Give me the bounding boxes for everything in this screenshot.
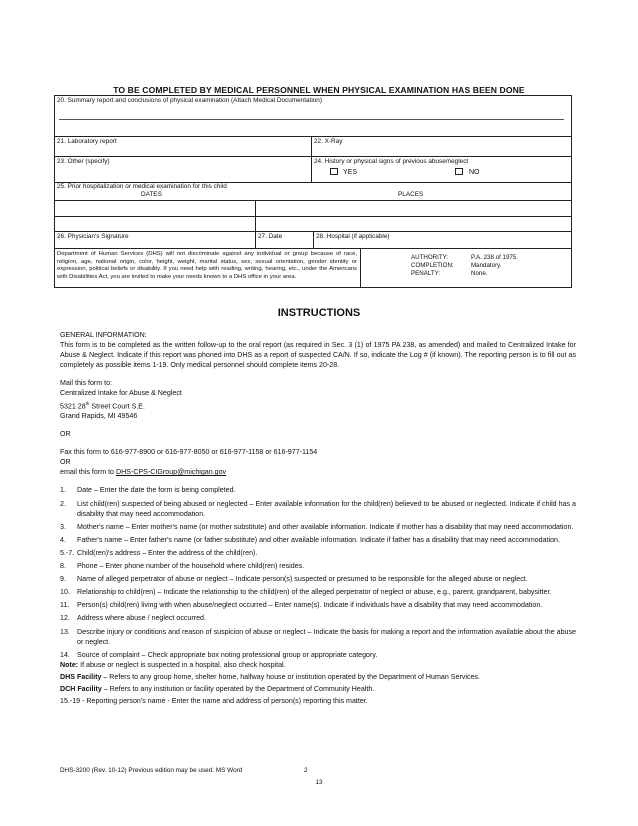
authority-block <box>411 254 518 277</box>
instruction-item <box>60 522 576 532</box>
email-line <box>60 467 576 477</box>
general-label: GENERAL INFORMATION: <box>60 331 147 339</box>
instruction-item <box>60 499 576 519</box>
field-21-label: 21. Laboratory report <box>57 138 117 145</box>
instruction-item-number: 10. <box>60 588 70 597</box>
address-line-2 <box>60 399 576 411</box>
authority-value: P.A. 238 of 1975. <box>471 254 519 261</box>
penalty-label: PENALTY: <box>411 269 441 277</box>
instruction-item-number: 9. <box>60 575 66 584</box>
instructions-title: INSTRUCTIONS <box>277 307 361 319</box>
instruction-item-text: Mother's name – Enter mother's name (or mother substitute) and other available information. Indicate if mother has a disability that may need accommodation. <box>77 522 574 531</box>
instruction-item-text: Phone – Enter phone number of the household where child(ren) resides. <box>77 562 305 571</box>
completion-label: COMPLETION: <box>411 261 454 269</box>
field-20-input-line[interactable] <box>59 119 564 120</box>
instruction-item-number: 12. <box>60 614 70 623</box>
field-26-label: 26. Physician's Signature <box>57 233 129 240</box>
page-bottom-number: 13 <box>315 779 323 786</box>
dch-label: DCH Facility <box>60 684 102 693</box>
dates-header: DATES <box>141 191 162 198</box>
authority-label: AUTHORITY: <box>411 254 449 261</box>
dhs-line <box>60 672 576 682</box>
instructions-body <box>60 330 576 706</box>
instruction-item-number: 13. <box>60 627 70 636</box>
instruction-item-text: Date – Enter the date the form is being completed. <box>77 486 236 495</box>
form-heading: TO BE COMPLETED BY MEDICAL PERSONNEL WHEN PHYSICAL EXAMINATION HAS BEEN DONE <box>113 85 525 95</box>
instruction-item <box>60 561 576 571</box>
instruction-item-number: 5.-7. <box>60 548 75 557</box>
or-text-1: OR <box>60 430 71 439</box>
instruction-item-text: Person(s) child(ren) living with when abuse/neglect occurred – Enter name(s). Indicate if individuals have a disability that may need accommodation. <box>77 601 543 610</box>
instruction-item-number: 1. <box>60 486 66 495</box>
instruction-item-number: 11. <box>60 601 70 610</box>
instruction-item-text: Relationship to child(ren) – Indicate the relationship to the child(ren) of the alleged perpetrator of neglect or abuse, e.g., parent, grandparent, babysitter. <box>77 588 552 597</box>
or-text-2: OR <box>60 458 71 467</box>
address-line-3: Grand Rapids, MI 49546 <box>60 412 138 421</box>
instruction-item <box>60 574 576 584</box>
instruction-item-number: 4. <box>60 535 66 544</box>
instruction-item-text: Describe injury or conditions and reason of suspicion of abuse or neglect – Indicate the basis for making a report and the information available about the abuse or neglect. <box>77 627 576 646</box>
yes-label: YES <box>343 169 358 176</box>
general-text: This form is to be completed as the written follow-up to the oral report (as required in Sec. 3 (1) of 1975 PA 238, as amended) and mailed to Centralized Intake for Abuse & Neglect. Indicate if this report was phoned into DHS as a report of suspected CA/N. If so, indicate the Log # (if known). The reporting person is to fill out as completely as possible items 1-19. Only medical personnel should complete items 20-28. <box>60 341 576 370</box>
medical-form-table <box>54 95 572 288</box>
instruction-item-text: Child(ren)'s address – Enter the address of the child(ren). <box>77 548 258 557</box>
instruction-item-text: List child(ren) suspected of being abused or neglected – Enter available information for the child(ren) believed to be abused or neglected. Indicate if child has a disability that may need accommodation. <box>77 499 576 518</box>
instruction-item <box>60 650 576 660</box>
field-22-label: 22. X-Ray <box>314 138 343 145</box>
disclaimer-text: Department of Human Services (DHS) will not discriminate against any individual or group because of race, religion, age, national origin, color, height, weight, marital status, sex, sexual orientation, gender identity or expression, political beliefs or disability. If you need help with reading, writing, hearing, etc., under the Americans with Disabilities Act, you are invited to make your needs known to a DHS office in your area. <box>57 251 357 280</box>
instruction-item-text: Address where abuse / neglect occurred. <box>77 614 206 623</box>
last-instruction: 15.-19 - Reporting person's name - Enter the name and address of person(s) reporting this matter. <box>60 697 368 706</box>
instruction-item-number: 14. <box>60 650 70 659</box>
instruction-items-list <box>60 485 576 659</box>
instruction-item-number: 8. <box>60 562 66 571</box>
field-20-label: 20. Summary report and conclusions of physical examination (Attach Medical Documentation) <box>57 97 322 104</box>
email-link[interactable]: DHS-CPS-CIGroup@michigan.gov <box>115 468 227 477</box>
instruction-item-number: 2. <box>60 499 66 508</box>
note-line <box>60 660 576 670</box>
dhs-label: DHS Facility <box>60 672 102 681</box>
instruction-item <box>60 485 576 495</box>
address-street-name: Street Court S.E. <box>89 401 146 410</box>
note-text: If abuse or neglect is suspected in a hospital, also check hospital. <box>78 660 286 669</box>
address-street-suffix: th <box>85 400 90 406</box>
form-id: DHS-3200 (Rev. 10-12) Previous edition may be used. MS Word <box>60 767 243 774</box>
instruction-item-number: 3. <box>60 522 66 531</box>
dch-text: – Refers to any institution or facility operated by the Department of Community Health. <box>101 684 375 693</box>
instruction-item-text: Name of alleged perpetrator of abuse or neglect – Indicate person(s) suspected or presumed to be responsible for the alleged abuse or neglect. <box>77 575 528 584</box>
no-label: NO <box>469 169 480 176</box>
instruction-item <box>60 627 576 647</box>
address-line-1: Centralized Intake for Abuse & Neglect <box>60 389 182 398</box>
fax-text: Fax this form to 616-977-8900 or 616-977-8050 or 616-977-1158 or 616-977-1154 <box>60 448 318 457</box>
completion-value: Mandatory. <box>471 261 502 269</box>
field-23-label: 23. Other (specify) <box>57 158 110 165</box>
page-number: 2 <box>304 767 308 774</box>
instruction-item-text: Father's name – Enter father's name (or father substitute) and other available information. Indicate if father has a disability that may need accommodation. <box>77 535 560 544</box>
dch-line <box>60 684 576 694</box>
penalty-value: None. <box>471 269 488 277</box>
instruction-item <box>60 548 576 558</box>
instruction-item <box>60 587 576 597</box>
dhs-text: – Refers to any group home, shelter home, halfway house or institution operated by the Department of Human Services. <box>101 672 480 681</box>
field-25-label: 25. Prior hospitalization or medical examination for this child <box>57 183 227 190</box>
no-checkbox[interactable] <box>455 168 463 175</box>
instruction-item <box>60 535 576 545</box>
note-label: Note: <box>60 660 79 669</box>
mail-label: Mail this form to: <box>60 379 113 388</box>
yes-checkbox[interactable] <box>330 168 338 175</box>
footer <box>60 767 308 774</box>
address-street-number: 5321 28 <box>60 401 86 410</box>
field-28-label: 28. Hospital (if applicable) <box>316 233 390 240</box>
field-24-label: 24. History or physical signs of previous abuse/neglect <box>314 158 469 165</box>
places-header: PLACES <box>398 191 424 198</box>
instruction-item <box>60 613 576 623</box>
field-27-label: 27. Date <box>258 233 283 240</box>
email-prefix: email this form to <box>60 468 116 477</box>
instruction-item-text: Source of complaint – Check appropriate box noting professional group or appropriate category. <box>77 650 378 659</box>
instruction-item <box>60 600 576 610</box>
